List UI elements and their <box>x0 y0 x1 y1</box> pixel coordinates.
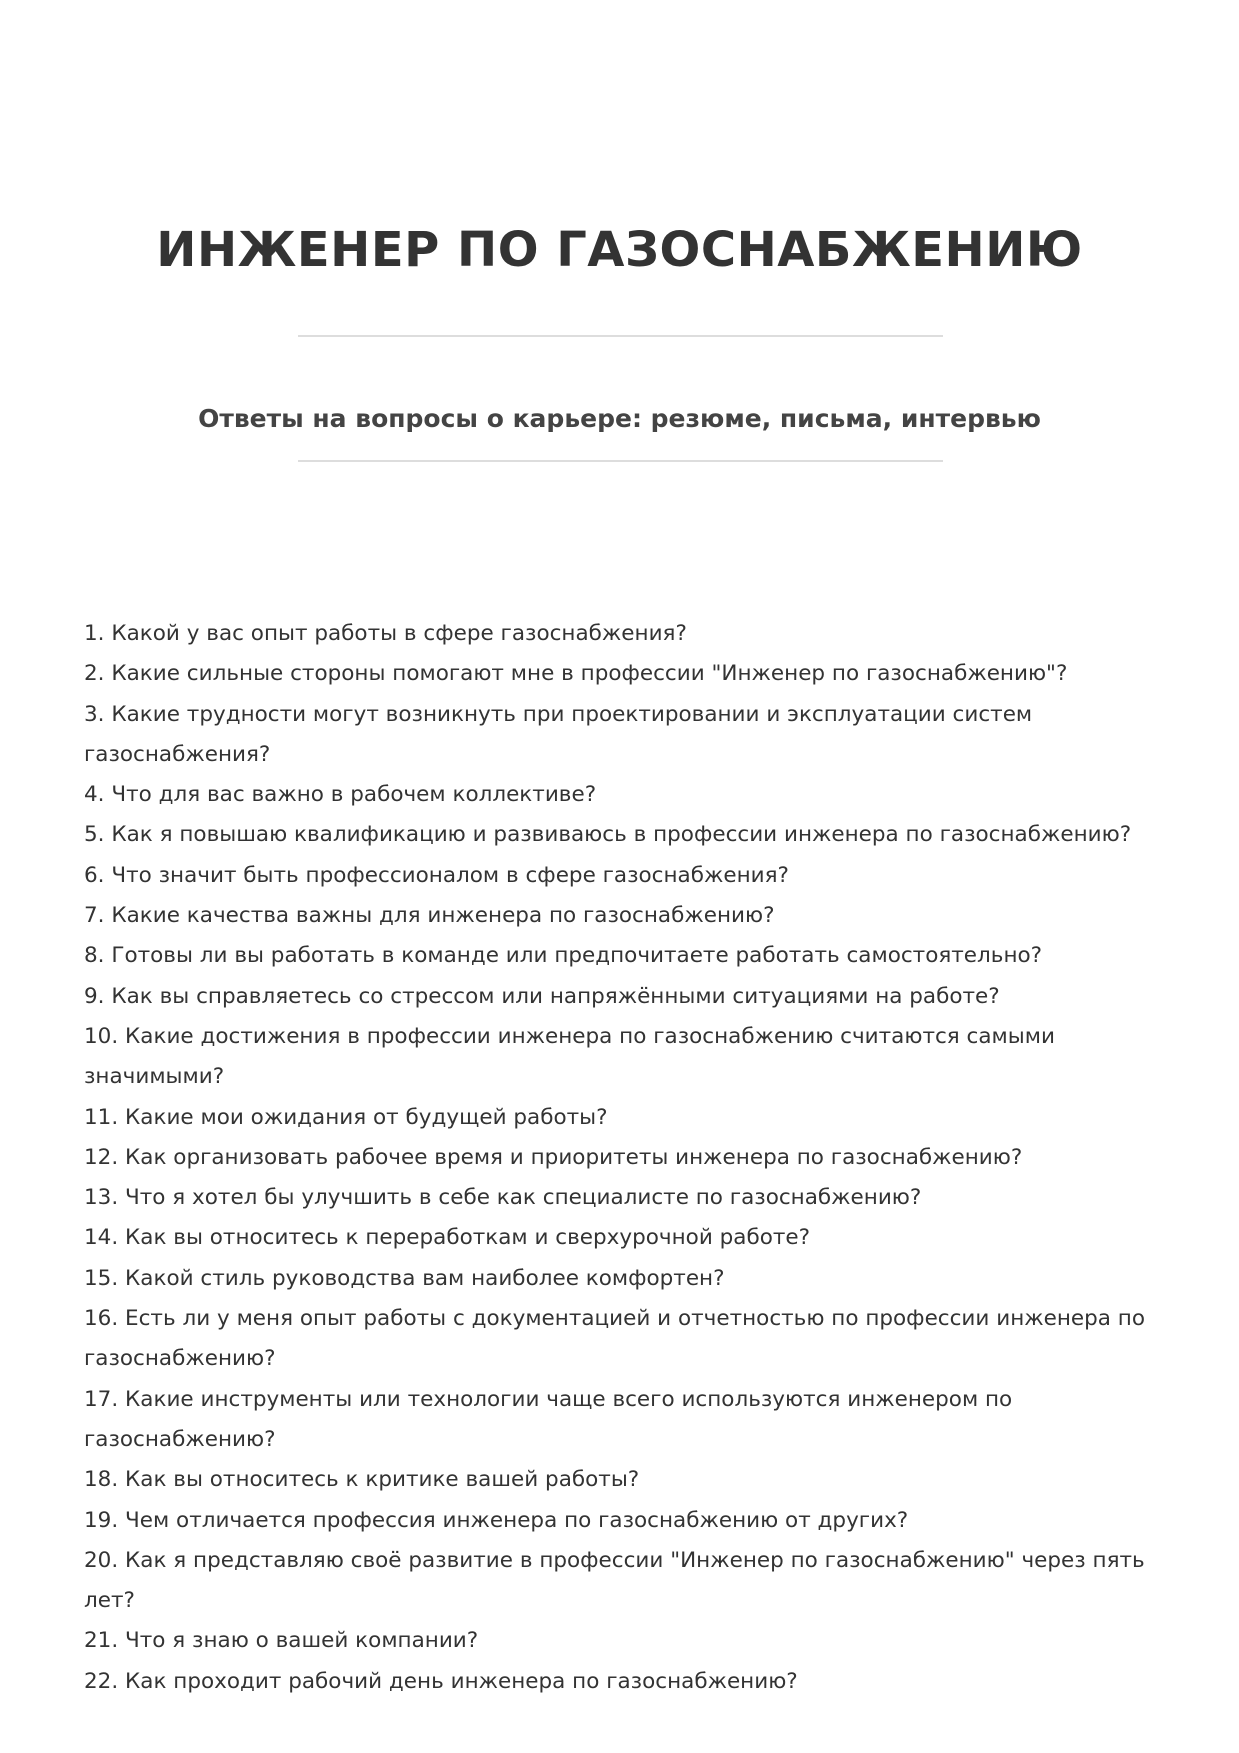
question-item: 11. Какие мои ожидания от будущей работы? <box>84 1104 608 1130</box>
page-title: ИНЖЕНЕР ПО ГАЗОСНАБЖЕНИЮ <box>156 222 1083 279</box>
question-item: 17. Какие инструменты или технологии чаще всего используются инженером по газоснабжению? <box>84 1386 1013 1452</box>
divider-bottom <box>298 460 943 462</box>
question-item: 12. Как организовать рабочее время и приоритеты инженера по газоснабжению? <box>84 1144 1023 1170</box>
question-item: 16. Есть ли у меня опыт работы с документацией и отчетностью по профессии инженера по газоснабжению? <box>84 1306 1145 1372</box>
question-item: 15. Какой стиль руководства вам наиболее комфортен? <box>84 1265 725 1291</box>
question-item: 9. Как вы справляетесь со стрессом или напряжёнными ситуациями на работе? <box>84 983 1000 1009</box>
question-item: 4. Что для вас важно в рабочем коллективе? <box>84 782 597 808</box>
question-item: 22. Как проходит рабочий день инженера по газоснабжению? <box>84 1668 798 1694</box>
question-item: 19. Чем отличается профессия инженера по газоснабжению от других? <box>84 1507 909 1533</box>
question-item: 5. Как я повышаю квалификацию и развиваюсь в профессии инженера по газоснабжению? <box>84 822 1132 848</box>
page-subtitle: Ответы на вопросы о карьере: резюме, письма, интервью <box>198 403 1041 433</box>
question-item: 18. Как вы относитесь к критике вашей работы? <box>84 1467 640 1493</box>
question-item: 13. Что я хотел бы улучшить в себе как специалисте по газоснабжению? <box>84 1185 922 1211</box>
questions-list <box>84 614 1164 1702</box>
question-item: 6. Что значит быть профессионалом в сфере газоснабжения? <box>84 862 789 888</box>
question-item: 1. Какой у вас опыт работы в сфере газоснабжения? <box>84 621 687 646</box>
question-item: 14. Как вы относитесь к переработкам и сверхурочной работе? <box>84 1225 811 1251</box>
divider-top <box>298 335 943 337</box>
question-item: 3. Какие трудности могут возникнуть при проектировании и эксплуатации систем газоснабжения? <box>84 701 1033 767</box>
question-item: 20. Как я представляю своё развитие в профессии "Инженер по газоснабжению" через пять лет? <box>84 1547 1145 1614</box>
question-item: 7. Какие качества важны для инженера по газоснабжению? <box>84 903 775 929</box>
question-item: 21. Что я знаю о вашей компании? <box>84 1628 479 1654</box>
question-item: 10. Какие достижения в профессии инженера по газоснабжению считаются самыми значимыми? <box>84 1023 1055 1090</box>
question-item: 2. Какие сильные стороны помогают мне в профессии "Инженер по газоснабжению"? <box>84 661 1068 687</box>
question-item: 8. Готовы ли вы работать в команде или предпочитаете работать самостоятельно? <box>84 943 1043 969</box>
